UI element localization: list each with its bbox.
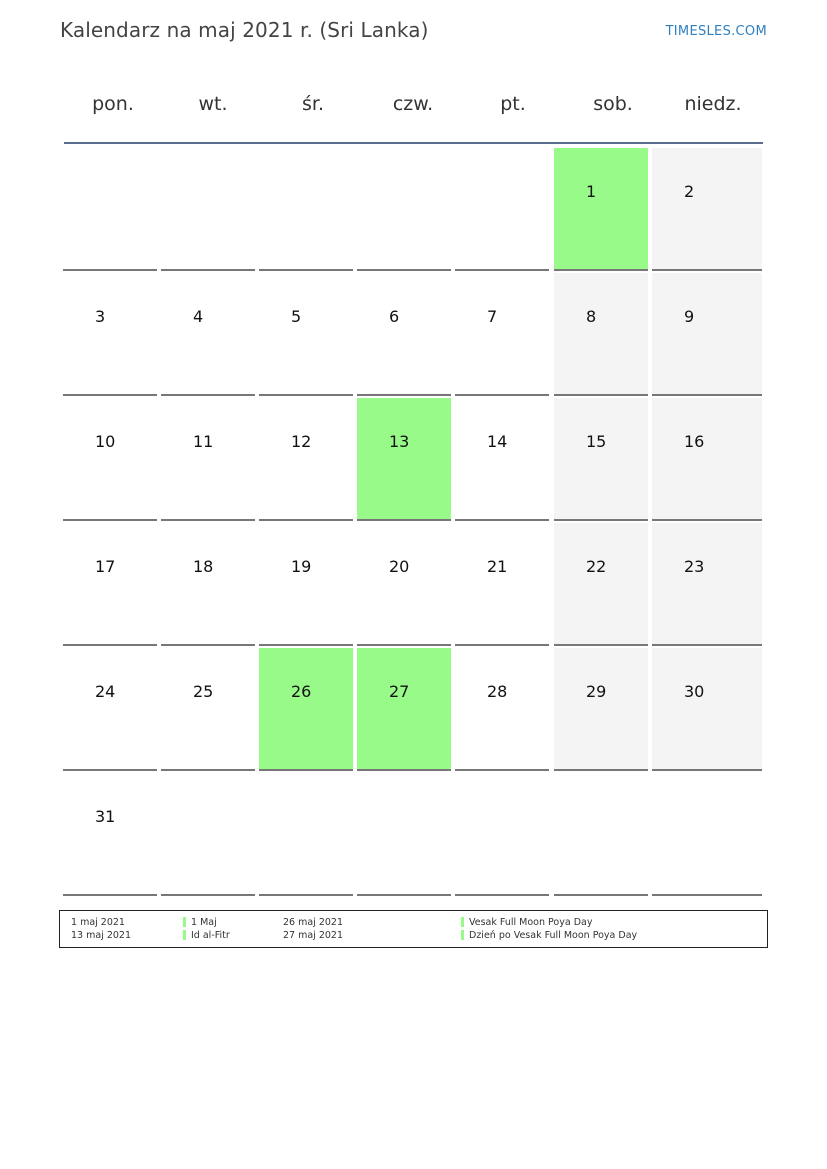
- day-cell-26[interactable]: [259, 648, 353, 771]
- empty-day-cell: [357, 773, 451, 896]
- empty-day-cell: [259, 148, 353, 271]
- day-number: 31: [95, 807, 116, 826]
- day-number: 22: [586, 557, 607, 576]
- legend-holiday-name: 1 Maj: [191, 917, 217, 928]
- day-cell-16[interactable]: [652, 398, 762, 521]
- weekday-sat: sob.: [593, 93, 633, 115]
- calendar-week-row: [63, 773, 764, 898]
- weekday-header: [63, 80, 763, 128]
- day-cell-15[interactable]: [554, 398, 648, 521]
- day-number: 7: [487, 307, 498, 326]
- brand-link[interactable]: TIMESLES.COM: [665, 24, 767, 39]
- weekday-wed: śr.: [301, 93, 324, 115]
- day-cell-29[interactable]: [554, 648, 648, 771]
- calendar-week-row: [63, 648, 764, 773]
- empty-day-cell: [161, 773, 255, 896]
- day-number: 16: [684, 432, 705, 451]
- legend-date: 27 maj 2021: [283, 930, 344, 941]
- calendar-week-row: [63, 523, 764, 648]
- day-cell-25[interactable]: [161, 648, 255, 771]
- legend-holiday-name: Id al-Fitr: [191, 930, 230, 941]
- day-cell-24[interactable]: [63, 648, 157, 771]
- day-cell-5[interactable]: [259, 273, 353, 396]
- weekday-thu: czw.: [392, 93, 434, 115]
- day-cell-12[interactable]: [259, 398, 353, 521]
- calendar-week-row: [63, 273, 764, 398]
- calendar-week-row: [63, 398, 764, 523]
- legend-date: 13 maj 2021: [71, 930, 132, 941]
- empty-day-cell: [63, 148, 157, 271]
- holiday-color-swatch: [183, 930, 186, 940]
- day-number: 24: [95, 682, 116, 701]
- day-cell-13[interactable]: [357, 398, 451, 521]
- empty-day-cell: [455, 773, 549, 896]
- weekday-mon: pon.: [92, 93, 134, 115]
- empty-day-cell: [455, 148, 549, 271]
- day-number: 12: [291, 432, 312, 451]
- day-cell-30[interactable]: [652, 648, 762, 771]
- day-number: 19: [291, 557, 312, 576]
- day-number: 6: [389, 307, 400, 326]
- legend-holiday-name: Dzień po Vesak Full Moon Poya Day: [469, 930, 638, 941]
- day-number: 2: [684, 182, 695, 201]
- day-number: 5: [291, 307, 302, 326]
- calendar-week-row: [63, 148, 764, 273]
- day-number: 28: [487, 682, 508, 701]
- day-number: 23: [684, 557, 705, 576]
- page-title: Kalendarz na maj 2021 r. (Sri Lanka): [60, 18, 429, 42]
- day-number: 3: [95, 307, 106, 326]
- day-number: 11: [193, 432, 214, 451]
- day-cell-14[interactable]: [455, 398, 549, 521]
- empty-day-cell: [554, 773, 648, 896]
- day-number: 13: [389, 432, 410, 451]
- day-number: 27: [389, 682, 410, 701]
- empty-day-cell: [161, 148, 255, 271]
- holiday-color-swatch: [461, 930, 464, 940]
- day-cell-11[interactable]: [161, 398, 255, 521]
- day-cell-3[interactable]: [63, 273, 157, 396]
- day-number: 26: [291, 682, 312, 701]
- weekday-tue: wt.: [198, 93, 228, 115]
- day-cell-27[interactable]: [357, 648, 451, 771]
- day-number: 10: [95, 432, 116, 451]
- empty-day-cell: [259, 773, 353, 896]
- day-cell-7[interactable]: [455, 273, 549, 396]
- header-divider: [64, 142, 763, 144]
- day-cell-22[interactable]: [554, 523, 648, 646]
- day-cell-6[interactable]: [357, 273, 451, 396]
- day-number: 15: [586, 432, 607, 451]
- day-cell-1[interactable]: [554, 148, 648, 271]
- holiday-color-swatch: [461, 917, 464, 927]
- empty-day-cell: [652, 773, 762, 896]
- day-number: 9: [684, 307, 695, 326]
- legend-date: 26 maj 2021: [283, 917, 344, 928]
- day-number: 8: [586, 307, 597, 326]
- day-cell-19[interactable]: [259, 523, 353, 646]
- day-cell-23[interactable]: [652, 523, 762, 646]
- day-cell-4[interactable]: [161, 273, 255, 396]
- day-number: 4: [193, 307, 204, 326]
- day-number: 20: [389, 557, 410, 576]
- holiday-color-swatch: [183, 917, 186, 927]
- day-number: 1: [586, 182, 597, 201]
- day-cell-20[interactable]: [357, 523, 451, 646]
- day-cell-31[interactable]: [63, 773, 157, 896]
- day-cell-2[interactable]: [652, 148, 762, 271]
- day-number: 17: [95, 557, 116, 576]
- day-number: 18: [193, 557, 214, 576]
- calendar-grid: [63, 148, 764, 898]
- day-cell-21[interactable]: [455, 523, 549, 646]
- day-number: 14: [487, 432, 508, 451]
- empty-day-cell: [357, 148, 451, 271]
- day-number: 29: [586, 682, 607, 701]
- holiday-legend: [59, 910, 768, 948]
- day-cell-10[interactable]: [63, 398, 157, 521]
- weekday-sun: niedz.: [684, 93, 742, 115]
- day-number: 25: [193, 682, 214, 701]
- weekday-fri: pt.: [500, 93, 526, 115]
- day-number: 30: [684, 682, 705, 701]
- day-cell-9[interactable]: [652, 273, 762, 396]
- legend-holiday-name: Vesak Full Moon Poya Day: [469, 917, 593, 928]
- day-cell-18[interactable]: [161, 523, 255, 646]
- day-cell-28[interactable]: [455, 648, 549, 771]
- day-cell-8[interactable]: [554, 273, 648, 396]
- day-number: 21: [487, 557, 508, 576]
- legend-date: 1 maj 2021: [71, 917, 125, 928]
- day-cell-17[interactable]: [63, 523, 157, 646]
